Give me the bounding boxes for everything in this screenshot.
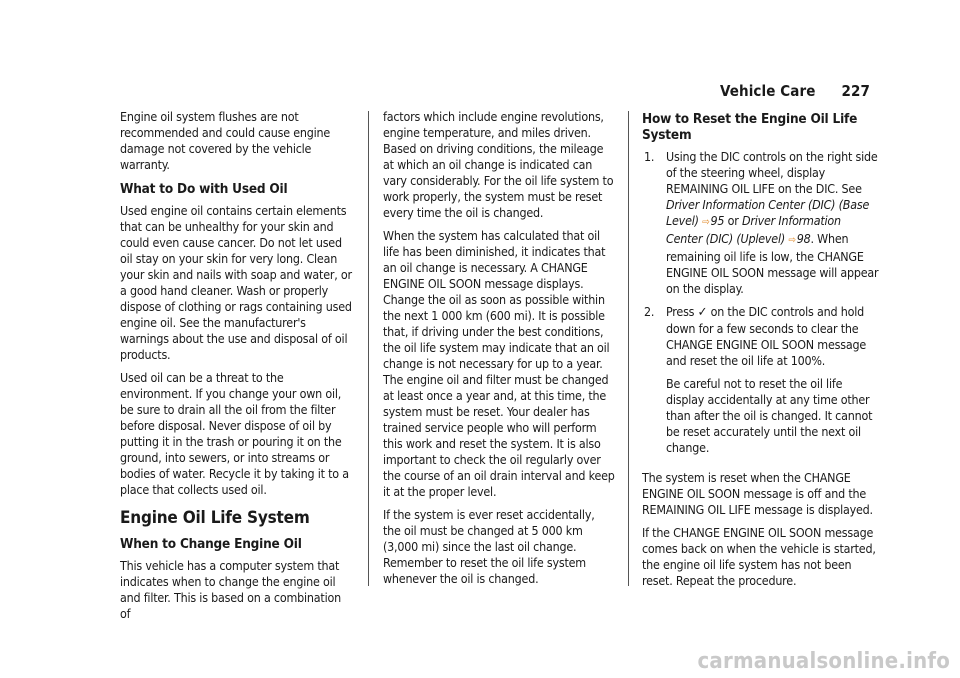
step-number: 1. [644,149,655,164]
column-left [120,109,352,629]
column-middle [383,109,615,594]
section-title: Vehicle Care [720,82,816,100]
paragraph: Engine oil system flushes are not recommended and could cause engine damage not covered by the vehicle warranty. [120,109,331,172]
column-divider [628,111,629,586]
reset-steps-list [642,149,880,463]
or-text: or [727,213,739,228]
watermark: carmanualsonline.info [697,649,950,674]
heading-how-to-reset: How to Reset the Engine Oil Life System [642,111,858,143]
step-body [666,304,880,463]
heading-used-oil: What to Do with Used Oil [120,181,288,197]
paragraph: Used engine oil contains certain elements that can be unhealthy for your skin and could even cause cancer. Do not let used oil stay on your skin for very long. Clean your skin and nails with soap and water, or a good hand cleaner. Wash or properly dispose of clothing or rags containing used engine oil. See the manufacturer's warnings about the use and disposal of oil products. [120,203,352,362]
paragraph: The system is reset when the CHANGE ENGINE OIL SOON message is off and the REMAINING OIL LIFE message is displayed. [642,470,873,517]
link-dic-uplevel[interactable]: Driver Information Center (DIC) (Uplevel) [666,213,841,246]
step-text: . When remaining oil life is low, the CHANGE ENGINE OIL SOON message will appear on the display. [666,231,879,296]
list-item [642,149,880,297]
page-reference-icon: ⇨ [702,217,710,228]
column-right [642,111,880,596]
page-number: 227 [841,82,870,100]
paragraph: If the CHANGE ENGINE OIL SOON message comes back on when the vehicle is started, the engine oil life system has not been reset. Repeat the procedure. [642,525,876,588]
step-note: Be careful not to reset the oil life display accidentally at any time other than after the oil is changed. It cannot be reset accurately until the next oil change. [666,376,873,455]
column-divider [368,111,369,586]
heading-oil-life-system: Engine Oil Life System [120,508,310,528]
paragraph: This vehicle has a computer system that indicates when to change the engine oil and filter. This is based on a combination of [120,558,341,621]
step-text-rest: on the DIC controls and hold down for a few seconds to clear the CHANGE ENGINE OIL SOON message and reset the oil life at 100%. [666,304,866,368]
page-header [720,82,870,100]
paragraph: When the system has calculated that oil life has been diminished, it indicates that an oil change is necessary. A CHANGE ENGINE OIL SOON message displays. Change the oil as soon as possible within the next 1 000 km (600 mi). It is possible that, if driving under the best conditions, the oil life system may indicate that an oil change is not necessary for up to a year. The engine oil and filter must be changed at least once a year and, at this time, the system must be reset. Your dealer has trained service people who will perform this work and reset the system. It is also important to check the oil regularly over the course of an oil drain interval and keep it at the proper level. [383,228,615,499]
step-text: Using the DIC controls on the right side of the steering wheel, display REMAINING OIL LIFE on the DIC. See [666,149,878,196]
checkmark-icon: ✓ [697,305,708,320]
paragraph: factors which include engine revolutions, engine temperature, and miles driven. Based on driving conditions, the mileage at which an oil change is indicated can vary considerably. For the oil life system to work properly, the system must be reset every time the oil is changed. [383,109,614,220]
step-number: 2. [644,304,655,319]
page-ref-98[interactable]: 98 [796,231,811,246]
list-item [642,304,880,463]
link-dic-base[interactable]: Driver Information Center (DIC) (Base Level) [666,197,870,228]
page-reference-icon: ⇨ [788,235,796,246]
heading-when-to-change: When to Change Engine Oil [120,536,302,552]
paragraph: If the system is ever reset accidentally, the oil must be changed at 5 000 km (3,000 mi) since the last oil change. Remember to reset the oil life system whenever the oil is changed. [383,507,595,586]
step-body [666,149,880,297]
step-text [666,304,880,369]
page-ref-95[interactable]: 95 [710,213,725,228]
press-text: Press [666,304,695,319]
paragraph: Used oil can be a threat to the environment. If you change your own oil, be sure to drain all the oil from the filter before disposal. Never dispose of oil by putting it in the trash or pouring it on the ground, into sewers, or into streams or bodies of water. Recycle it by taking it to a place that collects used oil. [120,370,349,497]
